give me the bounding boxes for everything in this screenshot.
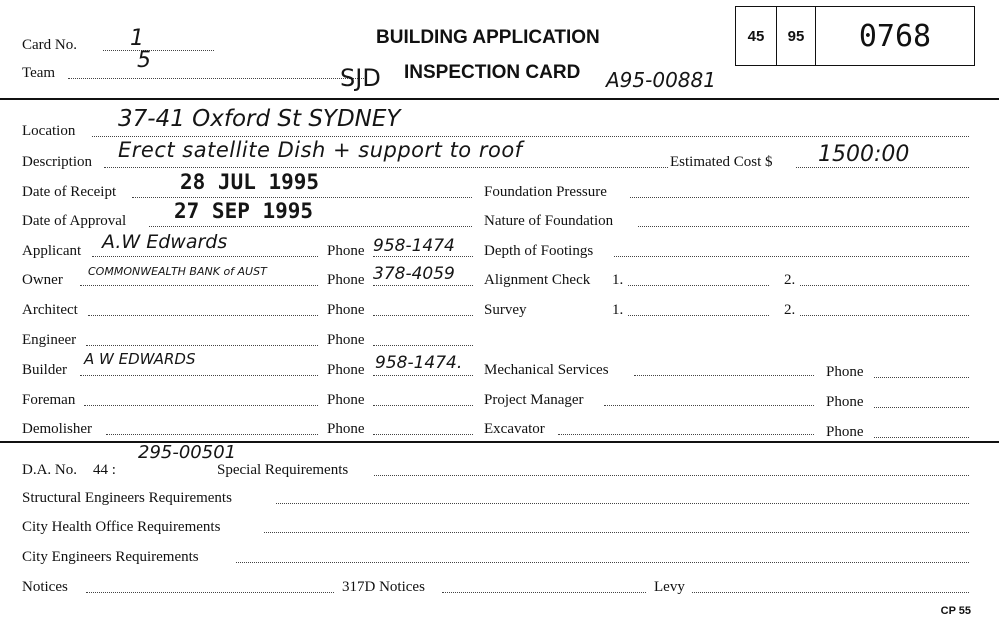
card-no-line — [103, 50, 214, 51]
health-requirements-line — [264, 532, 969, 533]
builder-line — [80, 375, 318, 376]
builder-phone-value[interactable]: 958-1474. — [375, 353, 463, 373]
applicant-phone-label: Phone — [327, 243, 365, 259]
foreman-line — [84, 405, 318, 406]
owner-line — [80, 285, 318, 286]
excavator-label: Excavator — [484, 421, 545, 437]
box-cell-3: 0768 — [858, 18, 932, 54]
applicant-value[interactable]: A.W Edwards — [102, 231, 228, 253]
location-label: Location — [22, 123, 76, 139]
mechanical-services-phone-line — [874, 377, 969, 378]
owner-phone-value[interactable]: 378-4059 — [373, 264, 455, 284]
box-cell-2: 95 — [777, 7, 816, 65]
box-cell-1: 45 — [736, 7, 777, 65]
demolisher-phone-line — [373, 434, 473, 435]
excavator-phone-line — [874, 437, 969, 438]
team-line — [68, 78, 364, 79]
alignment-check-2-line — [800, 285, 969, 286]
reference-number: A95-00881 — [606, 68, 716, 92]
description-label: Description — [22, 154, 92, 170]
survey-label: Survey — [484, 302, 527, 318]
notices-line — [86, 592, 334, 593]
engineer-phone-line — [373, 345, 473, 346]
city-engineers-requirements-label: City Engineers Requirements — [22, 549, 199, 565]
alignment-check-1-label: 1. — [612, 272, 624, 288]
notices-317d-line — [442, 592, 646, 593]
alignment-check-1-line — [628, 285, 769, 286]
foundation-pressure-line — [630, 197, 969, 198]
builder-value[interactable]: A W EDWARDS — [84, 350, 196, 368]
structural-requirements-label: Structural Engineers Requirements — [22, 490, 232, 506]
da-no-value[interactable]: 295-00501 — [138, 442, 237, 463]
levy-line — [692, 592, 969, 593]
mechanical-services-label: Mechanical Services — [484, 362, 609, 378]
builder-phone-line — [373, 375, 473, 376]
date-of-approval-value[interactable]: 27 SEP 1995 — [174, 199, 314, 223]
card-no-label: Card No. — [22, 37, 77, 53]
depth-of-footings-label: Depth of Footings — [484, 243, 594, 259]
foreman-phone-label: Phone — [327, 392, 365, 408]
foreman-label: Foreman — [22, 392, 76, 408]
architect-phone-line — [373, 315, 473, 316]
builder-phone-label: Phone — [327, 362, 365, 378]
applicant-phone-value[interactable]: 958-1474 — [373, 236, 455, 256]
title-line-2: INSPECTION CARD — [404, 62, 581, 83]
team-label: Team — [22, 65, 56, 81]
form-code: CP 55 — [940, 605, 971, 617]
description-value[interactable]: Erect satellite Dish + support to roof — [118, 138, 523, 162]
demolisher-line — [106, 434, 318, 435]
alignment-check-label: Alignment Check — [484, 272, 591, 288]
project-manager-phone-label: Phone — [826, 394, 864, 410]
architect-line — [88, 315, 318, 316]
foreman-phone-line — [373, 405, 473, 406]
mechanical-services-line — [634, 375, 814, 376]
mechanical-services-phone-label: Phone — [826, 364, 864, 380]
architect-label: Architect — [22, 302, 78, 318]
date-of-approval-label: Date of Approval — [22, 213, 127, 229]
applicant-label: Applicant — [22, 243, 82, 259]
nature-of-foundation-line — [638, 226, 969, 227]
alignment-check-2-label: 2. — [784, 272, 796, 288]
survey-1-label: 1. — [612, 302, 624, 318]
health-requirements-label: City Health Office Requirements — [22, 519, 221, 535]
location-line — [92, 136, 969, 137]
owner-value[interactable]: COMMONWEALTH BANK of AUST — [88, 265, 267, 278]
city-engineers-requirements-line — [236, 562, 969, 563]
project-manager-phone-line — [874, 407, 969, 408]
depth-of-footings-line — [614, 256, 969, 257]
date-of-receipt-value[interactable]: 28 JUL 1995 — [180, 170, 320, 194]
owner-label: Owner — [22, 272, 63, 288]
applicant-line — [92, 256, 318, 257]
architect-phone-label: Phone — [327, 302, 365, 318]
owner-phone-line — [373, 285, 473, 286]
excavator-phone-label: Phone — [826, 424, 864, 440]
da-prefix: 44 : — [93, 462, 116, 478]
engineer-line — [86, 345, 318, 346]
team-value[interactable]: 5 — [137, 48, 151, 73]
inspector-initials: SJD — [340, 64, 381, 92]
header-divider — [0, 98, 999, 100]
card-number-box — [735, 6, 975, 66]
engineer-phone-label: Phone — [327, 332, 365, 348]
special-requirements-line — [374, 475, 969, 476]
date-of-receipt-label: Date of Receipt — [22, 184, 117, 200]
builder-label: Builder — [22, 362, 67, 378]
excavator-line — [558, 434, 814, 435]
applicant-phone-line — [373, 256, 473, 257]
da-no-label: D.A. No. — [22, 462, 77, 478]
notices-317d-label: 317D Notices — [342, 579, 425, 595]
estimated-cost-line — [796, 167, 969, 168]
date-of-receipt-line — [132, 197, 472, 198]
estimated-cost-value[interactable]: 1500:00 — [818, 142, 910, 167]
card-no-value[interactable]: 1 — [130, 26, 144, 51]
project-manager-label: Project Manager — [484, 392, 584, 408]
demolisher-label: Demolisher — [22, 421, 92, 437]
survey-2-label: 2. — [784, 302, 796, 318]
owner-phone-label: Phone — [327, 272, 365, 288]
engineer-label: Engineer — [22, 332, 77, 348]
demolisher-phone-label: Phone — [327, 421, 365, 437]
structural-requirements-line — [276, 503, 969, 504]
survey-1-line — [628, 315, 769, 316]
levy-label: Levy — [654, 579, 685, 595]
project-manager-line — [604, 405, 814, 406]
estimated-cost-label: Estimated Cost $ — [670, 154, 773, 170]
foundation-pressure-label: Foundation Pressure — [484, 184, 607, 200]
special-requirements-label: Special Requirements — [217, 462, 349, 478]
date-of-approval-line — [149, 226, 472, 227]
survey-2-line — [800, 315, 969, 316]
notices-label: Notices — [22, 579, 68, 595]
location-value[interactable]: 37-41 Oxford St SYDNEY — [118, 106, 401, 132]
title-line-1: BUILDING APPLICATION — [376, 27, 600, 48]
nature-of-foundation-label: Nature of Foundation — [484, 213, 614, 229]
description-line — [104, 167, 668, 168]
